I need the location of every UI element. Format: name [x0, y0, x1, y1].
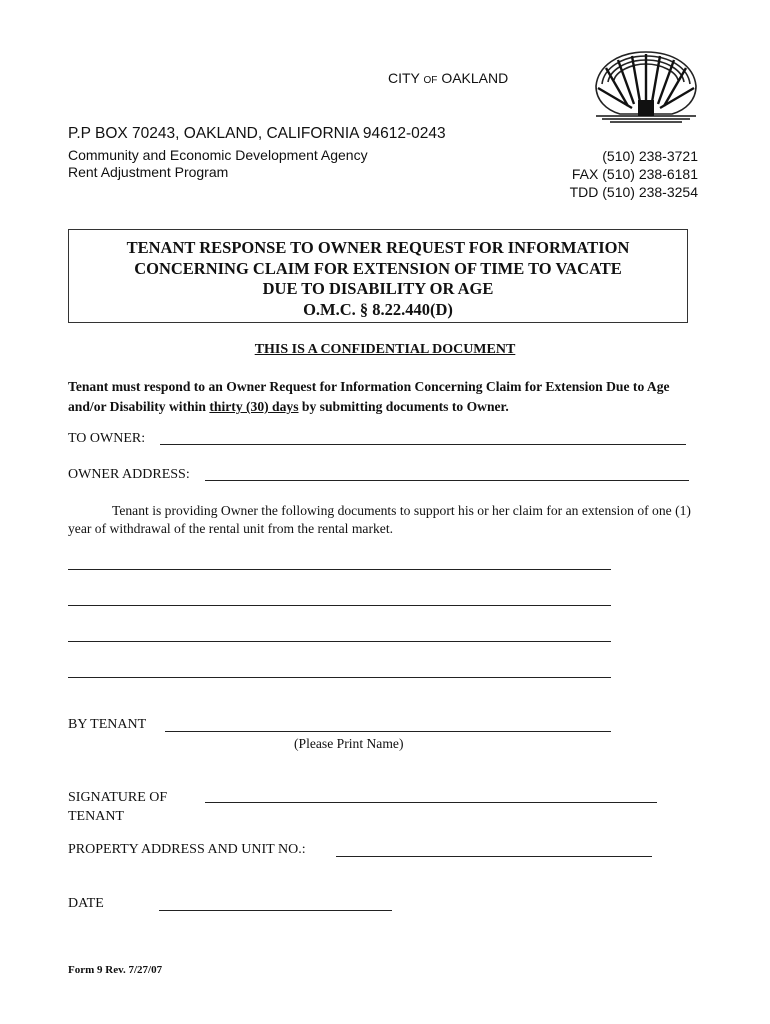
form-revision: Form 9 Rev. 7/27/07	[68, 964, 163, 976]
fax-number: FAX (510) 238-6181	[571, 166, 698, 182]
signature-field[interactable]	[205, 802, 657, 803]
instructions: Tenant must respond to an Owner Request for Information Concerning Claim for Extension Due to Age and/or Disability within thirty (30) days by submitting documents to Owner.	[68, 379, 670, 414]
title-line-2: CONCERNING CLAIM FOR EXTENSION OF TIME TO VACATE	[134, 258, 622, 278]
contact-numbers	[570, 147, 698, 201]
document-line-4[interactable]	[68, 677, 611, 678]
owner-address-label: OWNER ADDRESS:	[68, 467, 190, 482]
date-field[interactable]	[159, 910, 392, 911]
property-address-label: PROPERTY ADDRESS AND UNIT NO.:	[68, 842, 306, 857]
to-owner-field[interactable]	[160, 444, 686, 445]
agency-name: Community and Economic Development Agency	[68, 147, 368, 163]
program-name: Rent Adjustment Program	[68, 164, 229, 180]
agency-block	[68, 147, 368, 181]
owner-address-field[interactable]	[205, 480, 689, 481]
signature-label: SIGNATURE OF TENANT	[68, 790, 168, 824]
document-line-2[interactable]	[68, 605, 611, 606]
city-name: CITY OF OAKLAND	[388, 70, 509, 86]
to-owner-label: TO OWNER:	[68, 431, 146, 446]
confidential-notice: THIS IS A CONFIDENTIAL DOCUMENT	[254, 342, 516, 357]
phone-number: (510) 238-3721	[602, 148, 698, 164]
document-line-1[interactable]	[68, 569, 611, 570]
by-tenant-label: BY TENANT	[68, 717, 147, 732]
documents-paragraph: Tenant is providing Owner the following documents to support his or her claim for an extension of one (1) year of withdrawal of the rental unit from the rental market.	[68, 503, 691, 536]
po-box-address: P.P BOX 70243, OAKLAND, CALIFORNIA 94612-0243	[68, 125, 446, 142]
property-address-field[interactable]	[336, 856, 652, 857]
print-name-hint: (Please Print Name)	[294, 736, 404, 751]
form-title-box	[68, 229, 688, 323]
title-line-4: O.M.C. § 8.22.440(D)	[303, 299, 453, 319]
title-line-3: DUE TO DISABILITY OR AGE	[262, 279, 494, 298]
title-line-1: TENANT RESPONSE TO OWNER REQUEST FOR INFORMATION	[126, 238, 630, 257]
date-label: DATE	[68, 896, 104, 911]
document-line-3[interactable]	[68, 641, 611, 642]
tenant-name-field[interactable]	[165, 731, 611, 732]
tdd-number: TDD (510) 238-3254	[569, 184, 698, 200]
oak-tree-logo-icon	[588, 48, 704, 124]
